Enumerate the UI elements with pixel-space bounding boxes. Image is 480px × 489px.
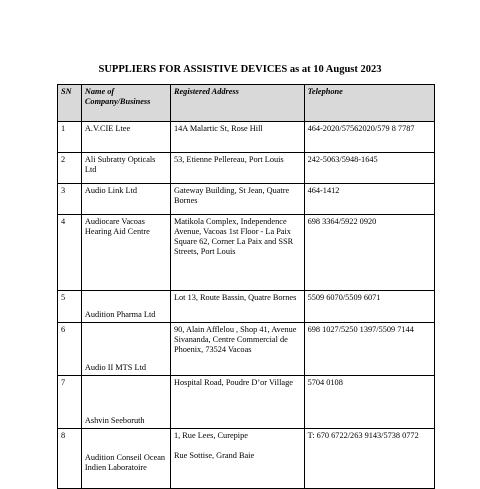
table-row <box>58 215 435 291</box>
cell-address: Matikola Complex, Independence Avenue, Vacoas 1st Floor - La Paix Square 62, Corner La Paix and SSR Streets, Port Louis <box>170 215 304 291</box>
cell-telephone: 242-5063/5948-1645 <box>304 153 434 184</box>
cell-sn: 8 <box>58 429 82 489</box>
table-row <box>58 122 435 153</box>
cell-address: Hospital Road, Poudre D’or Village <box>170 376 304 429</box>
cell-sn: 7 <box>58 376 82 429</box>
cell-address: Lot 13, Route Bassin, Quatre Bornes <box>170 291 304 323</box>
cell-telephone: 698 3364/5922 0920 <box>304 215 434 291</box>
table-header-row <box>58 85 435 122</box>
header-telephone: Telephone <box>304 85 434 122</box>
table-row <box>58 291 435 323</box>
cell-name: Audition Pharma Ltd <box>81 291 170 323</box>
cell-address: Gateway Building, St Jean, Quatre Bornes <box>170 184 304 215</box>
cell-sn: 1 <box>58 122 82 153</box>
cell-name: Ashvin Seeboruth <box>81 376 170 429</box>
cell-name: Audiocare Vacoas Hearing Aid Centre <box>81 215 170 291</box>
cell-telephone: 698 1027/5250 1397/5509 7144 <box>304 323 434 376</box>
header-sn: SN <box>58 85 82 122</box>
cell-telephone: 5509 6070/5509 6071 <box>304 291 434 323</box>
cell-name: Ali Subratty Opticals Ltd <box>81 153 170 184</box>
cell-telephone: T: 670 6722/263 9143/5738 0772 <box>304 429 434 489</box>
header-address: Registered Address <box>170 85 304 122</box>
cell-sn: 4 <box>58 215 82 291</box>
cell-sn: 6 <box>58 323 82 376</box>
table-row <box>58 323 435 376</box>
cell-address: 1, Rue Lees, Curepipe Rue Sottise, Grand Baie <box>170 429 304 489</box>
cell-telephone: 464-1412 <box>304 184 434 215</box>
page-title: SUPPLIERS FOR ASSISTIVE DEVICES as at 10 August 2023 <box>98 64 382 75</box>
cell-sn: 2 <box>58 153 82 184</box>
cell-telephone: 5704 0108 <box>304 376 434 429</box>
suppliers-table <box>57 84 435 489</box>
table-row <box>58 376 435 429</box>
cell-sn: 5 <box>58 291 82 323</box>
cell-address: 14A Malartic St, Rose Hill <box>170 122 304 153</box>
cell-address: 53, Etienne Pellereau, Port Louis <box>170 153 304 184</box>
header-name: Name of Company/Business <box>81 85 170 122</box>
table-row <box>58 153 435 184</box>
cell-sn: 3 <box>58 184 82 215</box>
cell-name: Audio Link Ltd <box>81 184 170 215</box>
cell-name: Audition Conseil Ocean Indien Laboratoire <box>81 429 170 489</box>
cell-name: Audio II MTS Ltd <box>81 323 170 376</box>
cell-telephone: 464-2020/57562020/579 8 7787 <box>304 122 434 153</box>
cell-name: A.V.CIE Ltee <box>81 122 170 153</box>
cell-address: 90, Alain Afflelou , Shop 41, Avenue Sivananda, Centre Commercial de Phoenix, 73524 Vacoas <box>170 323 304 376</box>
table-row <box>58 184 435 215</box>
